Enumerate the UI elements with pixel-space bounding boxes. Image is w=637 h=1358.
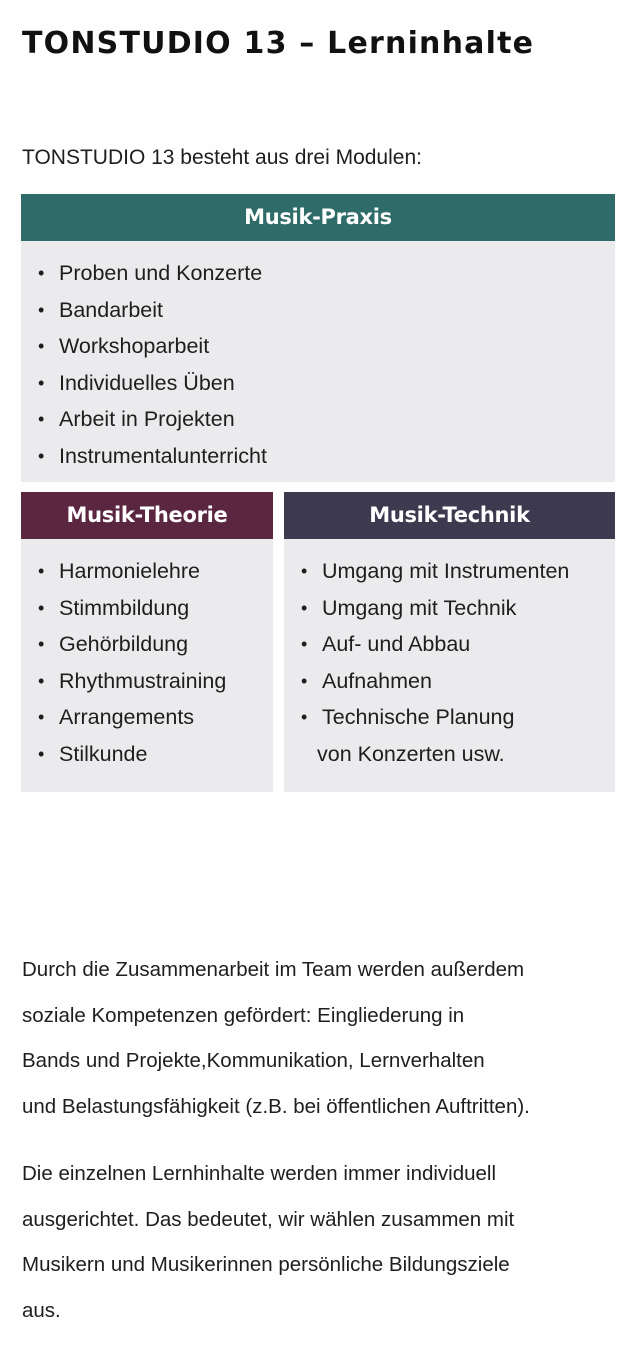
list-item xyxy=(284,626,615,663)
list-item-label: Aufnahmen xyxy=(322,668,432,693)
list-item xyxy=(284,590,615,627)
paragraph-line: aus. xyxy=(22,1298,61,1322)
list-item-label: Harmonielehre xyxy=(59,559,201,583)
paragraph-line: ausgerichtet. Das bedeutet, wir wählen zusammen mit xyxy=(22,1207,515,1231)
list-item-label: Stimmbildung xyxy=(59,595,190,620)
bullet-icon: • xyxy=(301,597,308,618)
module-praxis-list xyxy=(21,241,615,474)
module-technik-title: Musik-Technik xyxy=(284,492,615,539)
list-item xyxy=(21,626,273,663)
list-item-label: Bandarbeit xyxy=(59,297,163,322)
list-item xyxy=(21,736,273,773)
bullet-icon: • xyxy=(38,634,45,654)
list-item-label: Auf- und Abbau xyxy=(322,632,471,656)
list-item-label: Workshoparbeit xyxy=(59,334,210,358)
bullet-icon: • xyxy=(38,299,45,320)
list-item-label: Technische Planung xyxy=(322,705,515,729)
list-item-label: Instrumentalunterricht xyxy=(59,443,267,468)
paragraph-line: soziale Kompetenzen gefördert: Eingliederung in xyxy=(22,1003,465,1027)
bullet-icon: • xyxy=(301,561,308,581)
list-item xyxy=(284,553,615,590)
paragraph-line: Durch die Zusammenarbeit im Team werden außerdem xyxy=(22,958,525,981)
bullet-icon: • xyxy=(38,336,45,356)
page-title: TONSTUDIO 13 – Lerninhalte xyxy=(22,26,535,61)
list-item xyxy=(21,292,615,329)
paragraph-line: Musikern und Musikerinnen persönliche Bildungsziele xyxy=(22,1253,510,1276)
module-praxis xyxy=(21,194,615,482)
bullet-icon: • xyxy=(38,263,45,283)
bullet-icon: • xyxy=(301,707,308,727)
paragraph-line: Die einzelnen Lernhinhalte werden immer individuell xyxy=(22,1162,497,1185)
list-item-label: Individuelles Üben xyxy=(59,370,235,395)
module-technik-list xyxy=(284,539,615,772)
paragraph-individual xyxy=(22,1151,622,1333)
bullet-icon: • xyxy=(38,670,45,691)
bullet-icon: • xyxy=(38,561,45,581)
module-theorie-list xyxy=(21,539,273,772)
list-item-label: Rhythmustraining xyxy=(59,668,227,693)
bullet-icon: • xyxy=(38,445,45,466)
list-item xyxy=(21,663,273,700)
list-item-label: Gehörbildung xyxy=(59,632,189,656)
list-item xyxy=(284,699,615,736)
bullet-icon: • xyxy=(38,597,45,618)
list-item xyxy=(21,365,615,402)
list-item-label: Arbeit in Projekten xyxy=(59,407,235,431)
list-item-label: von Konzerten usw. xyxy=(317,741,505,766)
list-item-label: Stilkunde xyxy=(59,741,148,766)
bullet-icon: • xyxy=(38,409,45,429)
module-theorie xyxy=(21,492,273,792)
module-praxis-title: Musik-Praxis xyxy=(21,194,615,241)
list-item xyxy=(21,255,615,292)
list-item xyxy=(21,699,273,736)
list-item-label: Umgang mit Instrumenten xyxy=(322,559,570,583)
list-item xyxy=(21,438,615,475)
list-item-label: Proben und Konzerte xyxy=(59,261,263,285)
list-item-label: Umgang mit Technik xyxy=(322,595,517,620)
paragraph-line: und Belastungsfähigkeit (z.B. bei öffentlichen Auftritten). xyxy=(22,1094,530,1118)
module-technik xyxy=(284,492,615,792)
list-item-label: Arrangements xyxy=(59,705,195,729)
bullet-icon: • xyxy=(38,372,45,393)
list-item xyxy=(21,590,273,627)
bullet-icon: • xyxy=(38,707,45,727)
list-item xyxy=(21,553,273,590)
intro-text: TONSTUDIO 13 besteht aus drei Modulen: xyxy=(22,146,422,169)
bullet-icon: • xyxy=(301,670,308,691)
paragraph-line: Bands und Projekte,Kommunikation, Lernverhalten xyxy=(22,1049,485,1072)
paragraph-team xyxy=(22,947,622,1129)
list-item xyxy=(21,328,615,365)
list-item xyxy=(284,663,615,700)
list-item-continuation xyxy=(284,736,615,773)
bullet-icon: • xyxy=(38,743,45,764)
module-theorie-title: Musik-Theorie xyxy=(21,492,273,539)
list-item xyxy=(21,401,615,438)
bullet-icon: • xyxy=(301,634,308,654)
